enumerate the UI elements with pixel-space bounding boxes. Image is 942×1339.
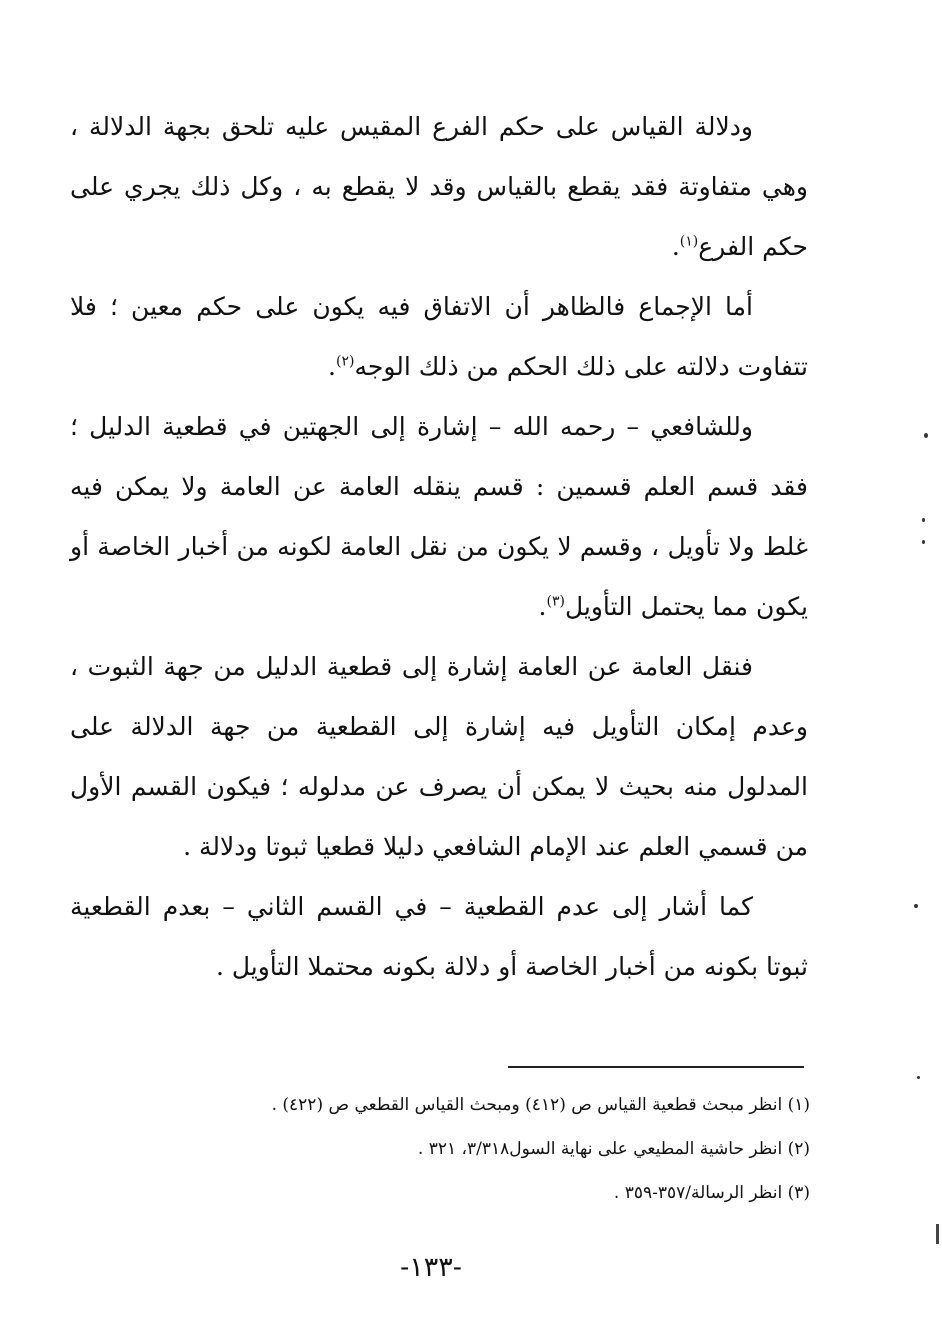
main-text [70, 97, 808, 997]
footnote-ref-2: (٢) [336, 353, 355, 370]
scan-speck [917, 1076, 920, 1079]
footnote-2: (٢) انظر حاشية المطيعي على نهاية السول٣/٣١٨، ٣٢١ . [417, 1139, 810, 1159]
paragraph-4: فنقل العامة عن العامة إشارة إلى قطعية الدليل من جهة الثبوت ، وعدم إمكان التأويل فيه إشارة إلى القطعية من جهة الدلالة على المدلول منه بحيث لا يمكن أن يصرف عن مدلوله ؛ فيكون القسم الأول من قسمي العلم عند الإمام الشافعي دليلا قطعيا ثبوتا ودلالة . [70, 652, 808, 861]
paragraph-1: ودلالة القياس على حكم الفرع المقيس عليه تلحق بجهة الدلالة ، وهي متفاوتة فقد يقطع بالقياس وقد لا يقطع به ، وكل ذلك يجري على حكم الفرع$^{(١)}$. [70, 112, 808, 261]
scan-speck [914, 904, 918, 908]
footnote-ref-3: (٣) [546, 593, 565, 610]
footnote-1: (١) انظر مبحث قطعية القياس ص (٤١٢) ومبحث القياس القطعي ص (٤٢٢) . [271, 1095, 810, 1115]
paragraph-2: أما الإجماع فالظاهر أن الاتفاق فيه يكون على حكم معين ؛ فلا تتفاوت دلالته على ذلك الحكم من ذلك الوجه$^{(٢)}$. [70, 292, 808, 381]
scan-speck [924, 433, 928, 438]
footnote-3: (٣) انظر الرسالة/٣٥٧-٣٥٩ . [613, 1183, 810, 1203]
footnotes [120, 1083, 810, 1215]
page-number: -١٣٣- [400, 1252, 462, 1283]
scan-speck [922, 540, 925, 544]
footnote-separator [508, 1066, 804, 1068]
paragraph-5: كما أشار إلى عدم القطعية – في القسم الثاني – بعدم القطعية ثبوتا بكونه من أخبار الخاصة أو دلالة بكونه محتملا التأويل . [70, 892, 808, 981]
scan-edge-mark [936, 1224, 939, 1244]
scan-speck [922, 518, 925, 522]
footnote-ref-1: (١) [679, 233, 699, 250]
paragraph-3: وللشافعي – رحمه الله – إشارة إلى الجهتين في قطعية الدليل ؛ فقد قسم العلم قسمين : قسم ينقله العامة عن العامة ولا يمكن فيه غلط ولا تأويل ، وقسم لا يكون من نقل العامة لكونه من أخبار الخاصة أو يكون مما يحتمل التأويل$^{(٣)}$. [70, 412, 808, 621]
